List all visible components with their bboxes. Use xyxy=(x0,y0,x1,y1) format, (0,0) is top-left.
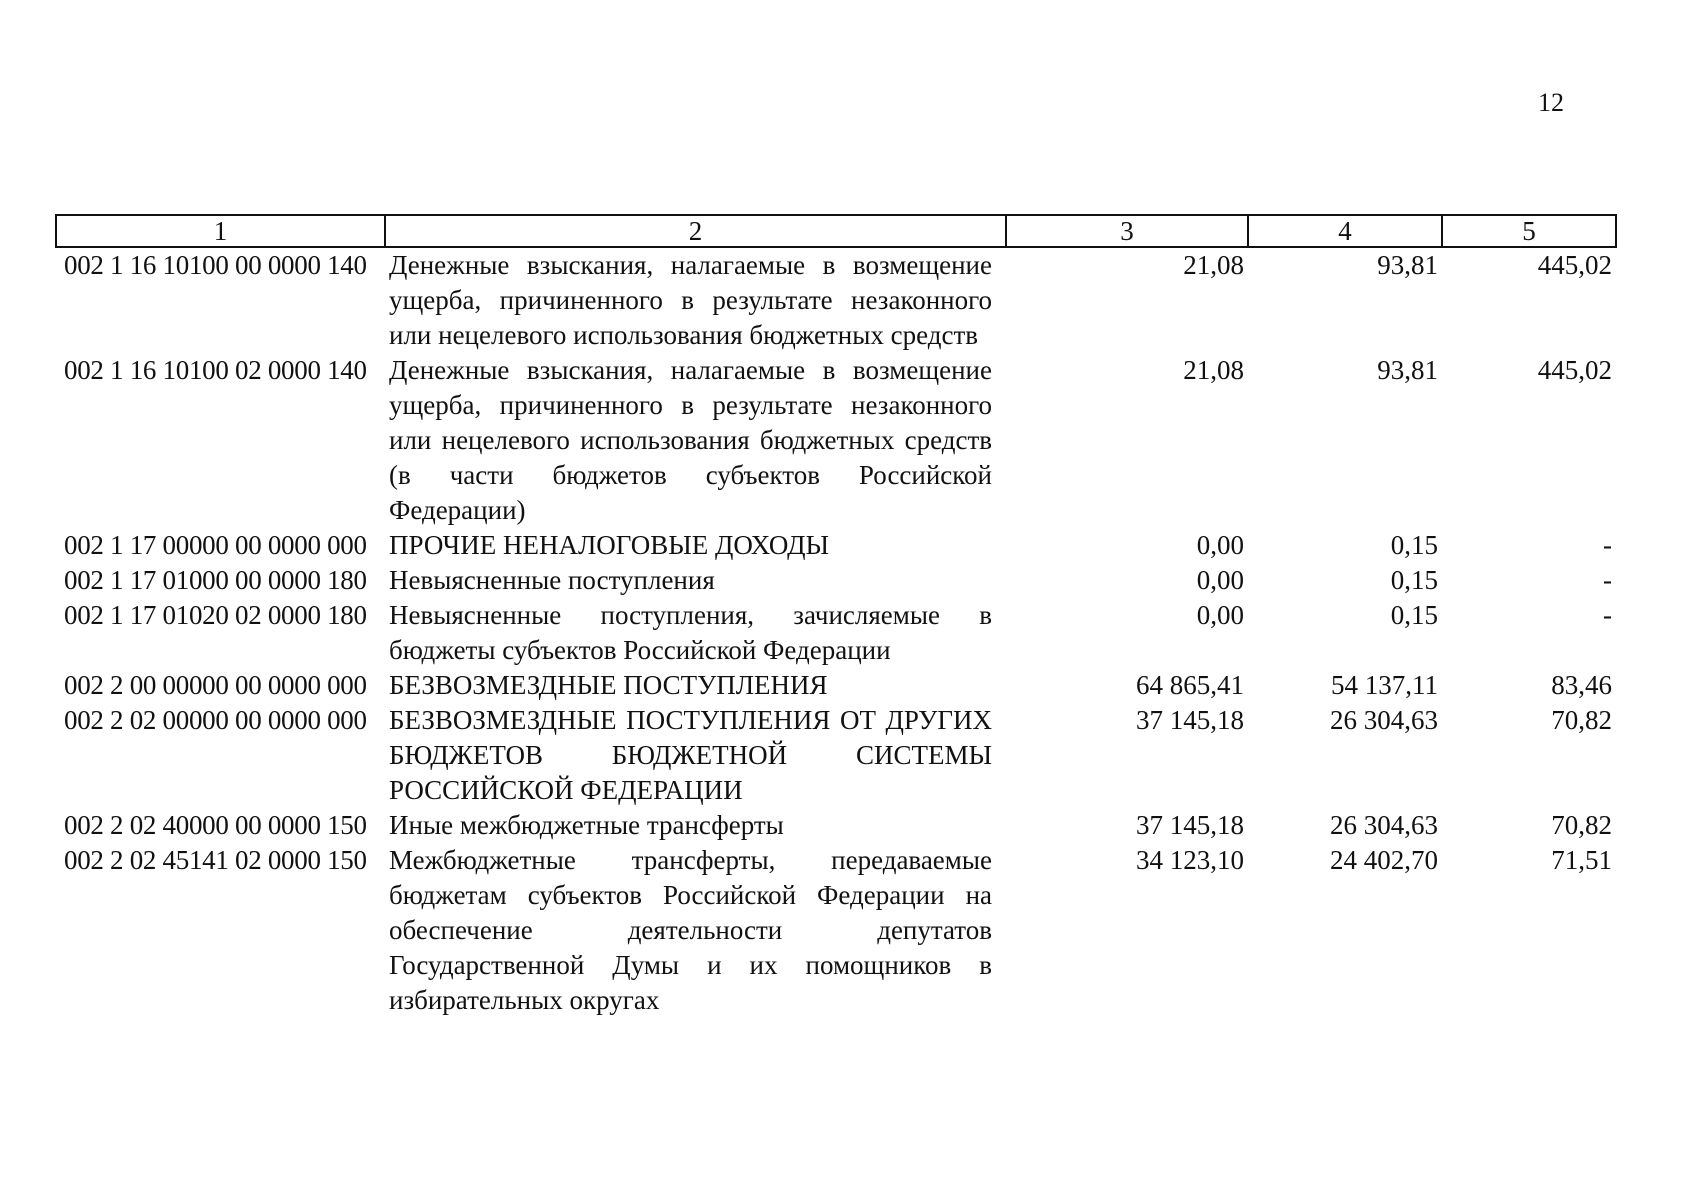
item-name-cell: Денежные взыскания, налагаемые в возмещение ущерба, причиненного в результате незаконного или нецелевого использования бюджетных средств (в части бюджетов субъектов Российской Федерации) xyxy=(389,355,992,525)
value-col5-cell: - xyxy=(1603,600,1612,630)
column-header-3: 3 xyxy=(1006,215,1248,247)
column-header-5: 5 xyxy=(1442,215,1616,247)
table-row xyxy=(56,808,1616,843)
value-col3-cell: 0,00 xyxy=(1196,600,1244,630)
item-name-cell: ПРОЧИЕ НЕНАЛОГОВЫЕ ДОХОДЫ xyxy=(389,530,830,560)
budget-code-cell: 002 2 02 00000 00 0000 000 xyxy=(64,705,367,735)
value-col5-cell: 445,02 xyxy=(1537,250,1612,280)
item-name-cell: Невыясненные поступления, зачисляемые в бюджеты субъектов Российской Федерации xyxy=(389,600,992,665)
budget-code-cell: 002 1 17 01000 00 0000 180 xyxy=(64,565,367,595)
value-col4-cell: 0,15 xyxy=(1390,565,1438,595)
value-col4-cell: 26 304,63 xyxy=(1330,705,1438,735)
value-col4-cell: 93,81 xyxy=(1377,250,1438,280)
value-col5-cell: 71,51 xyxy=(1551,845,1612,875)
item-name-cell: БЕЗВОЗМЕЗДНЫЕ ПОСТУПЛЕНИЯ ОТ ДРУГИХ БЮДЖЕТОВ БЮДЖЕТНОЙ СИСТЕМЫ РОССИЙСКОЙ ФЕДЕРАЦИИ xyxy=(389,705,992,805)
table-body xyxy=(56,247,1616,1018)
value-col5-cell: - xyxy=(1603,565,1612,595)
value-col4-cell: 54 137,11 xyxy=(1331,670,1438,700)
budget-code-cell: 002 1 16 10100 02 0000 140 xyxy=(64,355,367,385)
budget-code-cell: 002 1 17 00000 00 0000 000 xyxy=(64,530,367,560)
value-col4-cell: 0,15 xyxy=(1390,600,1438,630)
table-header xyxy=(56,215,1616,247)
value-col3-cell: 34 123,10 xyxy=(1136,845,1244,875)
value-col5-cell: 83,46 xyxy=(1551,670,1612,700)
value-col3-cell: 0,00 xyxy=(1196,530,1244,560)
table-row xyxy=(56,843,1616,1018)
budget-table xyxy=(55,214,1617,1018)
column-header-2: 2 xyxy=(385,215,1006,247)
value-col3-cell: 64 865,41 xyxy=(1136,670,1244,700)
value-col3-cell: 21,08 xyxy=(1183,250,1244,280)
item-name-cell: Иные межбюджетные трансферты xyxy=(389,810,784,840)
value-col4-cell: 26 304,63 xyxy=(1330,810,1438,840)
value-col3-cell: 21,08 xyxy=(1183,355,1244,385)
budget-code-cell: 002 1 17 01020 02 0000 180 xyxy=(64,600,367,630)
table-row xyxy=(56,668,1616,703)
column-header-4: 4 xyxy=(1248,215,1442,247)
value-col3-cell: 37 145,18 xyxy=(1136,810,1244,840)
table-row xyxy=(56,247,1616,353)
table-row xyxy=(56,353,1616,528)
value-col4-cell: 24 402,70 xyxy=(1330,845,1438,875)
item-name-cell: Денежные взыскания, налагаемые в возмещение ущерба, причиненного в результате незаконного или нецелевого использования бюджетных средств xyxy=(389,250,992,350)
value-col5-cell: 70,82 xyxy=(1551,705,1612,735)
item-name-cell: БЕЗВОЗМЕЗДНЫЕ ПОСТУПЛЕНИЯ xyxy=(389,670,828,700)
value-col4-cell: 0,15 xyxy=(1390,530,1438,560)
table-row xyxy=(56,703,1616,808)
budget-code-cell: 002 2 00 00000 00 0000 000 xyxy=(64,670,367,700)
value-col3-cell: 0,00 xyxy=(1196,565,1244,595)
table-row xyxy=(56,598,1616,668)
page-number: 12 xyxy=(1538,88,1564,117)
table-row xyxy=(56,563,1616,598)
budget-table-container xyxy=(55,214,1615,1018)
item-name-cell: Межбюджетные трансферты, передаваемые бюджетам субъектов Российской Федерации на обеспечение деятельности депутатов Государственной Думы и их помощников в избирательных округах xyxy=(389,845,992,1015)
table-row xyxy=(56,528,1616,563)
value-col3-cell: 37 145,18 xyxy=(1136,705,1244,735)
budget-code-cell: 002 2 02 45141 02 0000 150 xyxy=(64,845,367,875)
value-col5-cell: 70,82 xyxy=(1551,810,1612,840)
header-row xyxy=(56,215,1616,247)
value-col4-cell: 93,81 xyxy=(1377,355,1438,385)
value-col5-cell: - xyxy=(1603,530,1612,560)
budget-code-cell: 002 1 16 10100 00 0000 140 xyxy=(64,250,367,280)
item-name-cell: Невыясненные поступления xyxy=(389,565,715,595)
budget-code-cell: 002 2 02 40000 00 0000 150 xyxy=(64,810,367,840)
column-header-1: 1 xyxy=(56,215,385,247)
value-col5-cell: 445,02 xyxy=(1537,355,1612,385)
